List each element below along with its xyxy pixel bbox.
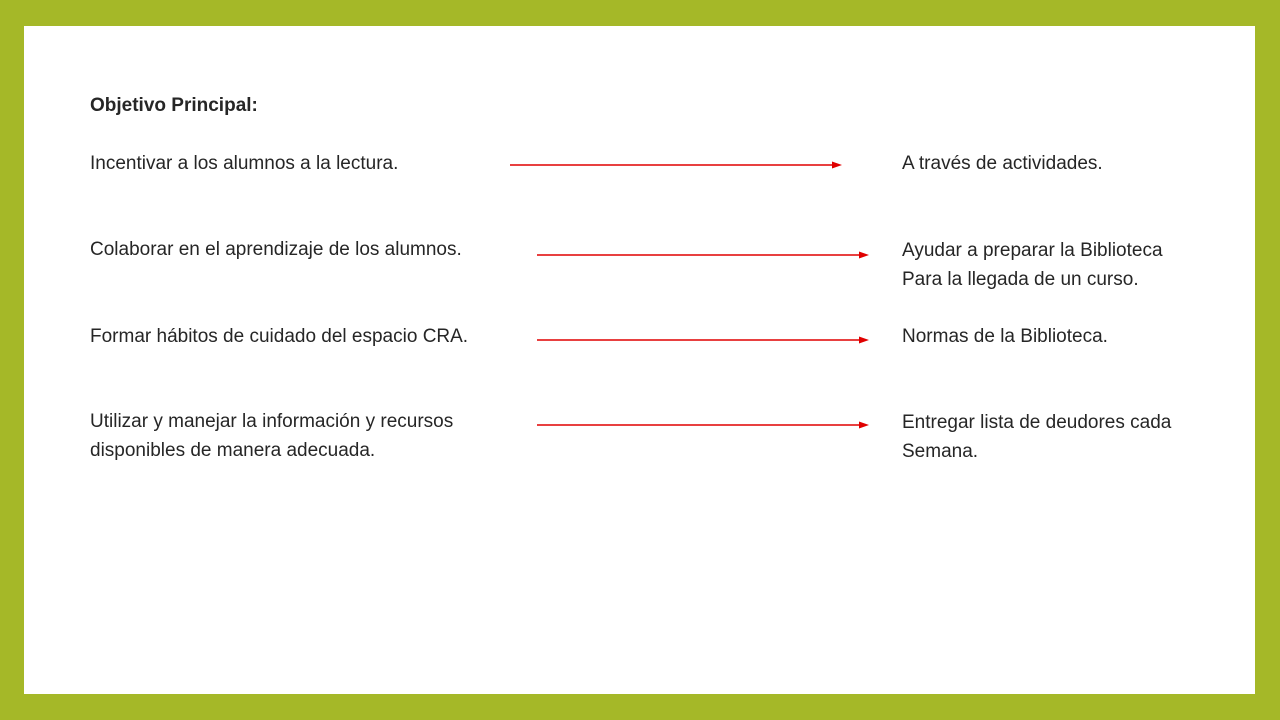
objective-text: Utilizar y manejar la información y recursos disponibles de manera adecuada. [90, 411, 454, 461]
action-text: Normas de la Biblioteca. [902, 326, 1108, 347]
connector-arrow-icon [508, 158, 844, 172]
connector-arrow-icon [535, 333, 871, 347]
action-text: Entregar lista de deudores cada Semana. [902, 412, 1172, 462]
slide-content [24, 26, 1255, 694]
connector-arrow-icon [535, 248, 871, 262]
action-text: Ayudar a preparar la Biblioteca Para la llegada de un curso. [902, 240, 1163, 290]
objective-text: Colaborar en el aprendizaje de los alumnos. [90, 239, 462, 260]
objective-text: Incentivar a los alumnos a la lectura. [90, 153, 399, 174]
objective-text: Formar hábitos de cuidado del espacio CRA. [90, 326, 469, 347]
connector-arrow-icon [535, 418, 871, 432]
slide-heading: Objetivo Principal: [90, 95, 258, 116]
action-text: A través de actividades. [902, 153, 1103, 174]
